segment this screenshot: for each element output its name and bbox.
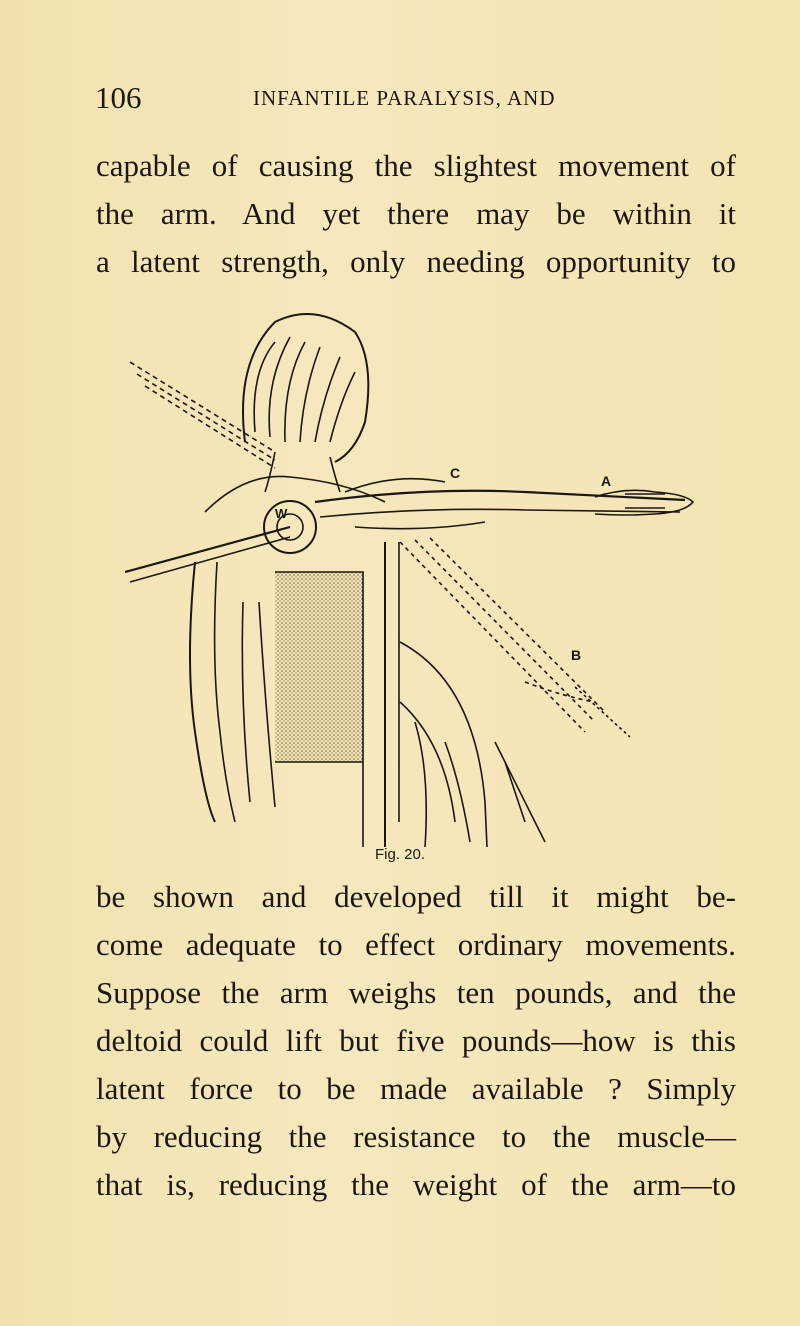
running-title: INFANTILE PARALYSIS, AND [253,86,556,110]
page-number: 106 [95,80,142,115]
text-line: deltoid could lift but five pounds—how is this [96,1023,736,1058]
text-line: come adequate to effect ordinary movements. [96,927,736,962]
label-b: B [571,647,582,663]
figure-illustration [125,302,705,847]
text-line: Suppose the arm weighs ten pounds, and the [96,975,736,1010]
text-line: the arm. And yet there may be within it [96,196,736,231]
text-line: by reducing the resistance to the muscle— [96,1119,736,1154]
text-line: that is, reducing the weight of the arm—to [96,1167,736,1202]
page-header [95,80,735,120]
label-a: A [601,473,612,489]
text-line: capable of causing the slightest movement of [96,148,736,183]
label-c: C [450,465,461,481]
text-line: a latent strength, only needing opportunity to [96,244,736,279]
figure-caption: Fig. 20. [375,846,426,863]
text-line: be shown and developed till it might be- [96,879,736,914]
text-line: latent force to be made available ? Simply [96,1071,736,1106]
label-w: W [275,506,288,521]
